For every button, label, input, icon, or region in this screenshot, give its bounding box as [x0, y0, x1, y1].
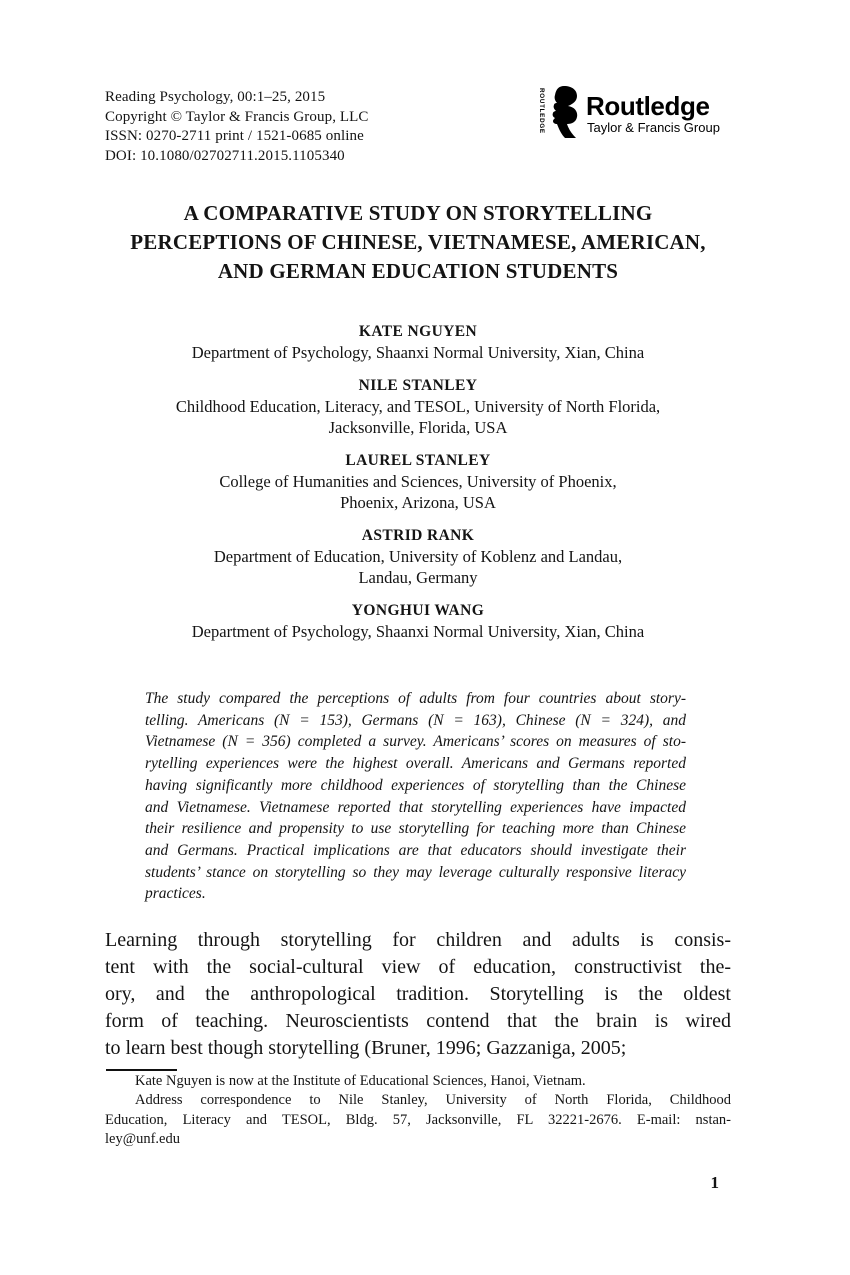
text-line: rytelling experiences were the highest overall. Americans and Germans reported — [145, 755, 686, 773]
text-line: tent with the social-cultural view of education, constructivist the- — [105, 956, 731, 978]
author-name: ASTRID RANK — [361, 527, 475, 544]
body-paragraph — [105, 927, 731, 1062]
author-block — [105, 450, 731, 513]
text-line: and Vietnamese. Vietnamese reported that storytelling experiences have impacted — [145, 798, 686, 816]
footnote-line: Address correspondence to Nile Stanley, University of North Florida, Childhood — [135, 1092, 731, 1109]
text-line: AND GERMAN EDUCATION STUDENTS — [217, 259, 619, 283]
text-line: and Germans. Practical implications are that educators should investigate their — [145, 841, 686, 859]
footnote-line: Education, Literacy and TESOL, Bldg. 57, Jacksonville, FL 32221-2676. E-mail: nstan- — [105, 1111, 731, 1128]
text-line: form of teaching. Neuroscientists contend that the brain is wired — [105, 1010, 731, 1032]
logo-wordmark: Routledge — [586, 91, 710, 121]
text-line: Vietnamese (N = 356) completed a survey. Americans’ scores on measures of sto- — [145, 733, 686, 751]
author-name: LAUREL STANLEY — [345, 452, 491, 469]
text-line: Phoenix, Arizona, USA — [340, 493, 496, 512]
footnote — [105, 1072, 731, 1149]
abstract — [145, 688, 686, 905]
text-line: Childhood Education, Literacy, and TESOL, University of North Florida, — [175, 397, 661, 416]
text-line: The study compared the perceptions of adults from four countries about story- — [145, 690, 686, 707]
text-line: DOI: 10.1080/02702711.2015.1105340 — [105, 147, 345, 164]
author-affiliation — [105, 342, 731, 363]
author-name: YONGHUI WANG — [351, 602, 485, 619]
logo-tagline: Taylor & Francis Group — [587, 120, 720, 135]
text-line: to learn best though storytelling (Bruner, 1996; Gazzaniga, 2005; — [105, 1037, 627, 1059]
footnote-line: Kate Nguyen is now at the Institute of Educational Sciences, Hanoi, Vietnam. — [135, 1073, 586, 1089]
author-block — [105, 600, 731, 642]
authors-block — [105, 321, 731, 654]
page-number: 1 — [710, 1173, 719, 1192]
author-block — [105, 375, 731, 438]
journal-header — [105, 88, 369, 166]
author-name: KATE NGUYEN — [358, 323, 478, 340]
author-affiliation — [105, 621, 731, 642]
author-affiliation — [105, 396, 731, 438]
text-line: Jacksonville, Florida, USA — [328, 418, 508, 437]
text-line: ISSN: 0270-2711 print / 1521-0685 online — [105, 128, 364, 144]
text-line: students’ stance on storytelling so they may leverage culturally responsive literacy — [145, 863, 686, 881]
text-line: College of Humanities and Sciences, University of Phoenix, — [219, 472, 617, 491]
text-line: their resilience and propensity to use storytelling for teaching more than Chinese — [145, 820, 686, 838]
text-line: Department of Education, University of Koblenz and Landau, — [213, 547, 623, 566]
text-line: Copyright © Taylor & Francis Group, LLC — [105, 108, 369, 125]
text-line: Reading Psychology, 00:1–25, 2015 — [105, 89, 326, 105]
text-line: A COMPARATIVE STUDY ON STORYTELLING — [183, 201, 653, 225]
author-name: NILE STANLEY — [358, 377, 478, 394]
author-block — [105, 321, 731, 363]
text-line: having significantly more childhood experiences of storytelling than the Chinese — [145, 776, 686, 794]
text-line: Landau, Germany — [358, 568, 478, 587]
text-line: Learning through storytelling for children and adults is consis- — [105, 929, 731, 951]
logo-vertical-text: ROUTLEDGE — [538, 88, 545, 134]
routledge-mark-icon — [553, 86, 578, 138]
article-title — [105, 199, 731, 286]
text-line: ory, and the anthropological tradition. Storytelling is the oldest — [105, 983, 731, 1005]
text-line: Department of Psychology, Shaanxi Normal University, Xian, China — [191, 622, 645, 641]
routledge-logo-icon — [534, 84, 726, 142]
publisher-logo — [534, 84, 726, 142]
author-affiliation — [105, 471, 731, 513]
text-line: telling. Americans (N = 153), Germans (N = 163), Chinese (N = 324), and — [145, 711, 686, 729]
author-block — [105, 525, 731, 588]
footnote-line: ley@unf.edu — [105, 1130, 180, 1147]
text-line: practices. — [145, 885, 206, 903]
author-affiliation — [105, 546, 731, 588]
text-line: Department of Psychology, Shaanxi Normal University, Xian, China — [191, 343, 645, 362]
text-line: PERCEPTIONS OF CHINESE, VIETNAMESE, AMERICAN, — [130, 230, 706, 254]
footnote-rule — [106, 1069, 177, 1071]
